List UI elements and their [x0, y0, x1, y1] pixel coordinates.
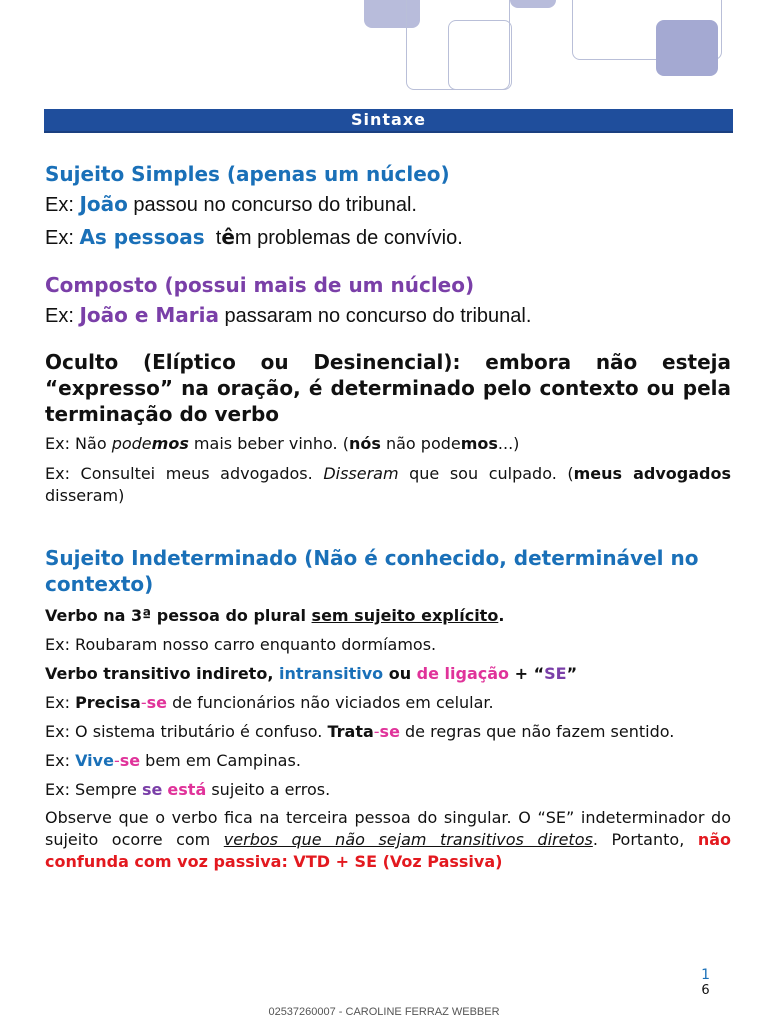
rule-blue: intransitivo [278, 664, 384, 683]
ex-se: se [119, 751, 141, 770]
ex-hyphen: - [140, 693, 147, 712]
ex-prefix: Ex: [45, 194, 80, 216]
ex-verb: está [167, 780, 207, 799]
ex-text: Ex: Sempre [45, 780, 142, 799]
subject-highlight: João e Maria [79, 303, 219, 327]
ex-verb: Trata [327, 722, 374, 741]
ex-text: de regras que não fazem sentido. [399, 722, 675, 741]
ex-text: bem em Campinas. [140, 751, 301, 770]
example-line [45, 692, 731, 714]
ex-prefix: Ex: [45, 305, 80, 327]
ex-ending: mos [151, 434, 189, 453]
ex-text: disseram) [45, 486, 125, 505]
example-line [45, 299, 731, 332]
ex-hyphen: - [113, 751, 120, 770]
ex-text: Ex: Consultei meus advogados. [45, 464, 324, 483]
note-text: . Portanto, [592, 830, 698, 849]
note-text: Observe que o verbo fica na terceira pessoa do singular. O “SE” indeterminador do sujeito ocorre com [45, 808, 731, 849]
heading-sujeito-simples: Sujeito Simples (apenas um núcleo) [45, 162, 450, 186]
example-line [45, 221, 731, 254]
ex-text: passou no concurso do tribunal. [127, 194, 417, 216]
ex-text: que sou culpado. ( [398, 464, 574, 483]
ex-text: Ex: Não [45, 434, 112, 453]
decor-square [656, 20, 718, 76]
example-line [45, 721, 731, 743]
decor-square [448, 20, 512, 90]
ex-se: se [379, 722, 400, 741]
ex-text: passaram no concurso do tribunal. [218, 305, 532, 327]
note-emphasis: verbos que não sejam transitivos diretos [223, 830, 593, 849]
ex-text: Ex: O sistema tributário é confuso. [45, 722, 328, 741]
page-number-bottom: 6 [701, 983, 710, 998]
rule-line [45, 663, 731, 685]
ex-text: não pode [380, 434, 461, 453]
ex-text: ...) [497, 434, 520, 453]
example-line [45, 433, 731, 455]
page-number [701, 968, 710, 998]
rule-underlined: sem sujeito explícito [311, 606, 499, 625]
rule-magenta: de ligação [416, 664, 510, 683]
heading-composto: Composto (possui mais de um núcleo) [45, 273, 475, 297]
ex-ending: mos [460, 434, 498, 453]
rule-line [45, 605, 731, 627]
ex-verb: Precisa [75, 693, 141, 712]
ex-text: m problemas de convívio. [234, 227, 463, 249]
ex-text: t [204, 227, 222, 249]
page-number-top: 1 [701, 967, 710, 983]
subject-highlight: As pessoas [79, 225, 205, 249]
subject-highlight: João [79, 192, 128, 216]
example-line: Ex: Roubaram nosso carro enquanto dormíamos. [45, 635, 437, 654]
rule-text: + “ [509, 664, 545, 683]
heading-oculto: Oculto (Elíptico ou Desinencial): embora não esteja “expresso” na oração, é determinado pelo contexto ou pela terminação do verbo [45, 350, 731, 426]
ex-text: sujeito a erros. [206, 780, 331, 799]
rule-text: Verbo na 3ª pessoa do plural [45, 606, 312, 625]
ex-se: se [146, 693, 167, 712]
ex-bold: nós [348, 434, 381, 453]
decor-square [510, 0, 556, 8]
rule-text: ” [566, 664, 578, 683]
rule-purple: SE [544, 664, 567, 683]
ex-se: se [141, 780, 163, 799]
note-warning: não confunda com voz passiva: VTD + SE (Voz Passiva) [45, 830, 731, 871]
ex-text: de funcionários não viciados em celular. [166, 693, 494, 712]
ex-text: mais beber vinho. ( [188, 434, 349, 453]
example-line [45, 750, 731, 772]
ex-bold: meus advogados [573, 464, 731, 483]
rule-text: . [498, 606, 505, 625]
example-line [45, 779, 731, 801]
ex-text: Ex: [45, 751, 76, 770]
footer-owner: 02537260007 - CAROLINE FERRAZ WEBBER [268, 1006, 500, 1018]
note-paragraph [45, 807, 731, 873]
ex-italic: Disseram [323, 464, 399, 483]
document-body [45, 160, 731, 873]
ex-text: Ex: [45, 693, 76, 712]
ex-italic: pode [111, 434, 152, 453]
rule-text: ou [383, 664, 417, 683]
accent-letter: ê [221, 225, 235, 249]
example-line [45, 463, 731, 507]
ex-hyphen: - [373, 722, 380, 741]
heading-sujeito-indeterminado: Sujeito Indeterminado (Não é conhecido, determinável no contexto) [45, 546, 699, 596]
ex-prefix: Ex: [45, 227, 80, 249]
example-line [45, 188, 731, 221]
section-title-bar: Sintaxe [44, 109, 733, 133]
rule-text: Verbo transitivo indireto, [45, 664, 279, 683]
ex-verb: Vive [75, 751, 114, 770]
